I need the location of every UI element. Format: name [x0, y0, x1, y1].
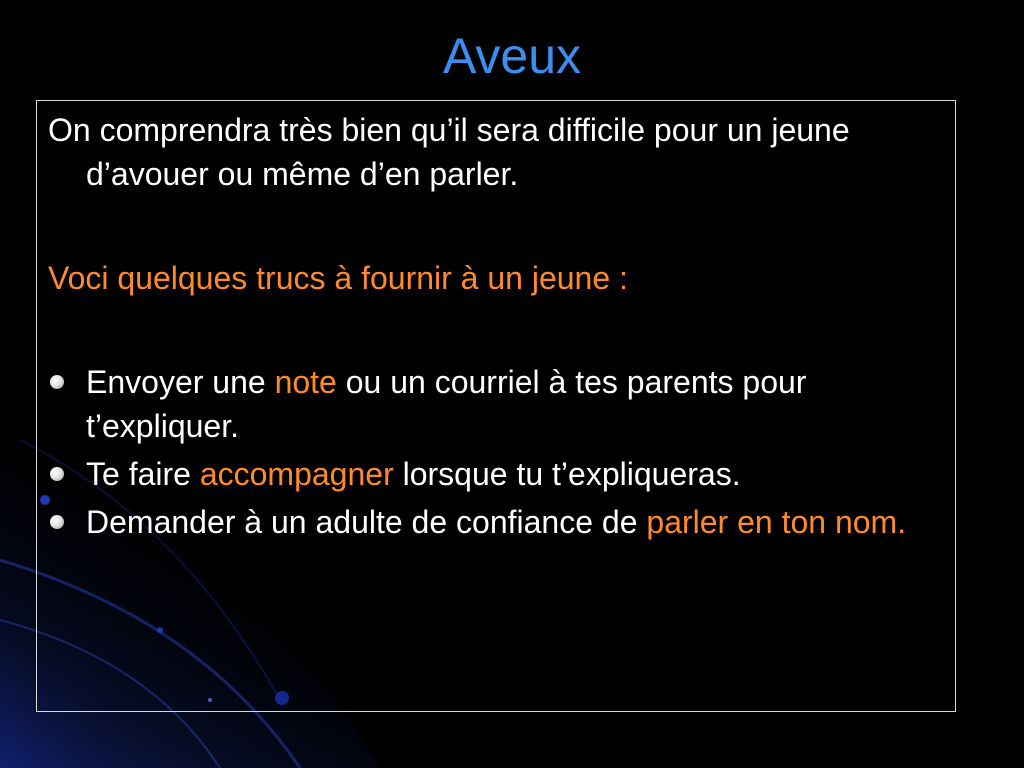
bullet-text-before: Te faire — [86, 456, 200, 492]
round-bullet-icon — [50, 375, 64, 389]
intro-paragraph: On comprendra très bien qu’il sera difficile pour un jeune d’avouer ou même d’en parler. — [48, 112, 850, 192]
list-item — [48, 452, 948, 496]
bullet-highlight: accompagner — [199, 456, 394, 492]
bullet-text-before: Envoyer une — [86, 364, 275, 400]
bullet-text-after: ou un courriel à tes parents pour t’expliquer. — [86, 364, 807, 444]
tips-heading: Voci quelques trucs à fournir à un jeune : — [48, 260, 628, 296]
bullet-text-before: Demander à un adulte de confiance de — [86, 504, 647, 540]
bullet-highlight: parler en ton nom. — [646, 504, 907, 540]
bullet-text-after: lorsque tu t’expliqueras. — [393, 456, 741, 492]
tips-list — [48, 360, 948, 548]
list-item — [48, 360, 948, 448]
bullet-highlight: note — [274, 364, 337, 400]
slide-title: Aveux — [442, 28, 582, 84]
round-bullet-icon — [50, 515, 64, 529]
round-bullet-icon — [50, 467, 64, 481]
list-item — [48, 500, 948, 544]
